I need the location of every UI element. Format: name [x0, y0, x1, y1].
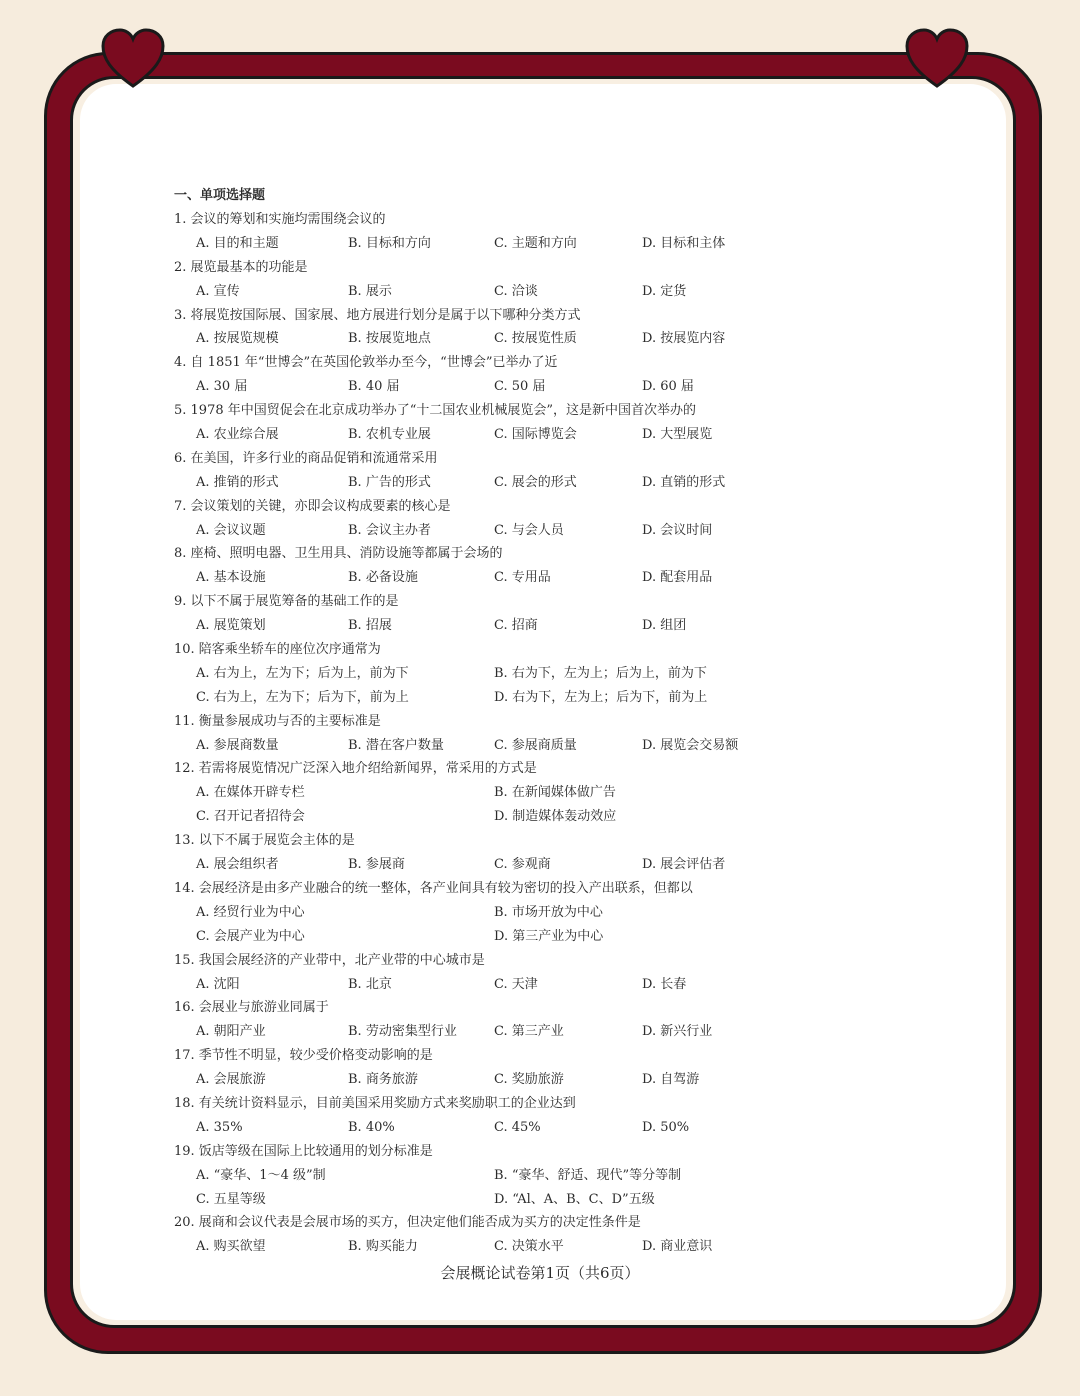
answer-option: B. 右为下，左为上；后为上，前为下	[494, 665, 707, 681]
question-stem: 3. 将展览按国际展、国家展、地方展进行划分是属于以下哪种分类方式	[174, 307, 581, 323]
page-footer: 会展概论试卷第1页（共6页）	[440, 1264, 640, 1282]
answer-option: C. 会展产业为中心	[196, 928, 305, 944]
answer-option: D. 第三产业为中心	[494, 928, 604, 944]
answer-option: C. 招商	[494, 618, 538, 634]
option-row	[174, 925, 774, 949]
option-row	[174, 614, 774, 638]
answer-option: C. 与会人员	[494, 522, 564, 538]
question-stem: 7. 会议策划的关键，亦即会议构成要素的核心是	[174, 498, 451, 514]
question-stem: 4. 自 1851 年“世博会”在英国伦敦举办至今，“世博会”已举办了近	[174, 355, 558, 371]
answer-option: D. 目标和主体	[642, 235, 726, 251]
option-row	[174, 1235, 774, 1259]
question-stem: 18. 有关统计资料显示，目前美国采用奖励方式来奖励职工的企业达到	[174, 1095, 576, 1111]
section-title: 一、单项选择题	[174, 188, 266, 203]
question-stem: 12. 若需将展览情况广泛深入地介绍给新闻界，常采用的方式是	[174, 761, 537, 777]
answer-option: C. 50 届	[494, 379, 546, 395]
answer-option: A. 展会组织者	[196, 857, 279, 873]
answer-option: A. “豪华、1～4 级”制	[196, 1167, 326, 1183]
option-row	[174, 1068, 774, 1092]
answer-option: B. 按展览地点	[348, 331, 431, 347]
answer-option: A. 30 届	[196, 379, 248, 395]
answer-option: B. 潜在客户数量	[348, 737, 444, 753]
option-row	[174, 901, 774, 925]
option-row	[174, 375, 774, 399]
answer-option: C. 洽谈	[494, 283, 538, 299]
answer-option: D. 制造媒体轰动效应	[494, 809, 617, 825]
answer-option: B. 招展	[348, 618, 392, 634]
answer-option: C. 第三产业	[494, 1024, 564, 1040]
answer-option: D. 定货	[642, 283, 687, 299]
answer-option: D. 会议时间	[642, 522, 713, 538]
answer-option: D. 展览会交易额	[642, 737, 739, 753]
answer-option: B. 市场开放为中心	[494, 904, 603, 920]
answer-option: B. 在新闻媒体做广告	[494, 785, 616, 801]
answer-option: C. 国际博览会	[494, 427, 577, 443]
answer-option: A. 参展商数量	[196, 737, 279, 753]
answer-option: C. 五星等级	[196, 1191, 266, 1207]
answer-option: B. 40%	[348, 1119, 395, 1135]
answer-option: A. 朝阳产业	[196, 1024, 266, 1040]
question-stem: 10. 陪客乘坐轿车的座位次序通常为	[174, 642, 381, 658]
option-row	[174, 327, 774, 351]
answer-option: C. 参展商质量	[494, 737, 577, 753]
question-stem: 14. 会展经济是由多产业融合的统一整体，各产业间具有较为密切的投入产出联系，但都以	[174, 880, 693, 896]
answer-option: C. 45%	[494, 1119, 541, 1135]
option-row	[174, 853, 774, 877]
option-row	[174, 566, 774, 590]
questions-container	[174, 208, 774, 1259]
option-row	[174, 471, 774, 495]
answer-option: A. 会展旅游	[196, 1072, 266, 1088]
question-stem: 16. 会展业与旅游业同属于	[174, 1000, 329, 1016]
answer-option: A. 右为上，左为下；后为上，前为下	[196, 665, 409, 681]
question-stem: 20. 展商和会议代表是会展市场的买方，但决定他们能否成为买方的决定性条件是	[174, 1215, 641, 1231]
answer-option: C. 右为上，左为下；后为下，前为上	[196, 689, 409, 705]
option-row	[174, 686, 774, 710]
question-stem: 19. 饭店等级在国际上比较通用的划分标准是	[174, 1143, 433, 1159]
question-stem: 6. 在美国，许多行业的商品促销和流通常采用	[174, 450, 438, 466]
answer-option: C. 专用品	[494, 570, 551, 586]
answer-option: C. 按展览性质	[494, 331, 577, 347]
answer-option: A. 展览策划	[196, 618, 266, 634]
option-row	[174, 973, 774, 997]
option-row	[174, 280, 774, 304]
answer-option: D. “Al、A、B、C、D”五级	[494, 1191, 655, 1207]
question-stem: 9. 以下不属于展览筹备的基础工作的是	[174, 594, 399, 610]
question-stem: 13. 以下不属于展览会主体的是	[174, 833, 355, 849]
answer-option: C. 主题和方向	[494, 235, 577, 251]
option-row	[174, 1116, 774, 1140]
answer-option: C. 召开记者招待会	[196, 809, 305, 825]
answer-option: D. 组团	[642, 618, 687, 634]
answer-option: D. 长春	[642, 976, 687, 992]
answer-option: D. 50%	[642, 1119, 690, 1135]
answer-option: C. 参观商	[494, 857, 551, 873]
answer-option: A. 宣传	[196, 283, 240, 299]
answer-option: A. 购买欲望	[196, 1239, 266, 1255]
answer-option: A. 在媒体开辟专栏	[196, 785, 305, 801]
question-stem: 17. 季节性不明显，较少受价格变动影响的是	[174, 1048, 433, 1064]
answer-option: B. 购买能力	[348, 1239, 418, 1255]
question-stem: 15. 我国会展经济的产业带中，北产业带的中心城市是	[174, 952, 485, 968]
answer-option: D. 按展览内容	[642, 331, 726, 347]
answer-option: B. 广告的形式	[348, 474, 431, 490]
option-row	[174, 1164, 774, 1188]
answer-option: D. 60 届	[642, 379, 694, 395]
answer-option: B. 商务旅游	[348, 1072, 418, 1088]
question-stem: 5. 1978 年中国贸促会在北京成功举办了“十二国农业机械展览会”，这是新中国首次举办的	[174, 403, 697, 419]
answer-option: B. 北京	[348, 976, 392, 992]
question-stem: 1. 会议的筹划和实施均需围绕会议的	[174, 212, 386, 227]
answer-option: C. 决策水平	[494, 1239, 564, 1255]
question-stem: 2. 展览最基本的功能是	[174, 259, 308, 275]
answer-option: B. 目标和方向	[348, 235, 431, 251]
option-row	[174, 805, 774, 829]
answer-option: A. 按展览规模	[196, 331, 279, 347]
heart-icon-right	[904, 28, 970, 90]
answer-option: A. 沈阳	[196, 976, 240, 992]
option-row	[174, 662, 774, 686]
option-row	[174, 519, 774, 543]
answer-option: A. 目的和主题	[196, 235, 279, 251]
answer-option: C. 奖励旅游	[494, 1072, 564, 1088]
answer-option: D. 配套用品	[642, 570, 713, 586]
option-row	[174, 734, 774, 758]
answer-option: A. 经贸行业为中心	[196, 904, 305, 920]
question-stem: 8. 座椅、照明电器、卫生用具、消防设施等都属于会场的	[174, 546, 503, 562]
answer-option: A. 会议议题	[196, 522, 266, 538]
answer-option: B. “豪华、舒适、现代”等分等制	[494, 1167, 682, 1183]
answer-option: D. 直销的形式	[642, 474, 726, 490]
answer-option: A. 35%	[196, 1119, 243, 1135]
option-row	[174, 781, 774, 805]
question-stem: 11. 衡量参展成功与否的主要标准是	[174, 713, 381, 729]
option-row	[174, 1020, 774, 1044]
answer-option: B. 会议主办者	[348, 522, 431, 538]
question-list	[174, 184, 774, 1259]
option-row	[174, 1188, 774, 1212]
heart-icon-left	[100, 28, 166, 90]
option-row	[174, 232, 774, 256]
answer-option: D. 大型展览	[642, 427, 713, 443]
answer-option: D. 右为下，左为上；后为下，前为上	[494, 689, 708, 705]
answer-option: B. 劳动密集型行业	[348, 1024, 457, 1040]
answer-option: A. 推销的形式	[196, 474, 279, 490]
answer-option: B. 展示	[348, 283, 392, 299]
answer-option: D. 新兴行业	[642, 1024, 713, 1040]
answer-option: D. 展会评估者	[642, 857, 726, 873]
answer-option: B. 40 届	[348, 379, 400, 395]
answer-option: B. 必备设施	[348, 570, 418, 586]
answer-option: D. 自驾游	[642, 1072, 700, 1088]
option-row	[174, 423, 774, 447]
answer-option: C. 天津	[494, 976, 538, 992]
answer-option: D. 商业意识	[642, 1239, 713, 1255]
answer-option: C. 展会的形式	[494, 474, 577, 490]
answer-option: A. 基本设施	[196, 570, 266, 586]
answer-option: A. 农业综合展	[196, 427, 279, 443]
answer-option: B. 农机专业展	[348, 427, 431, 443]
answer-option: B. 参展商	[348, 857, 405, 873]
